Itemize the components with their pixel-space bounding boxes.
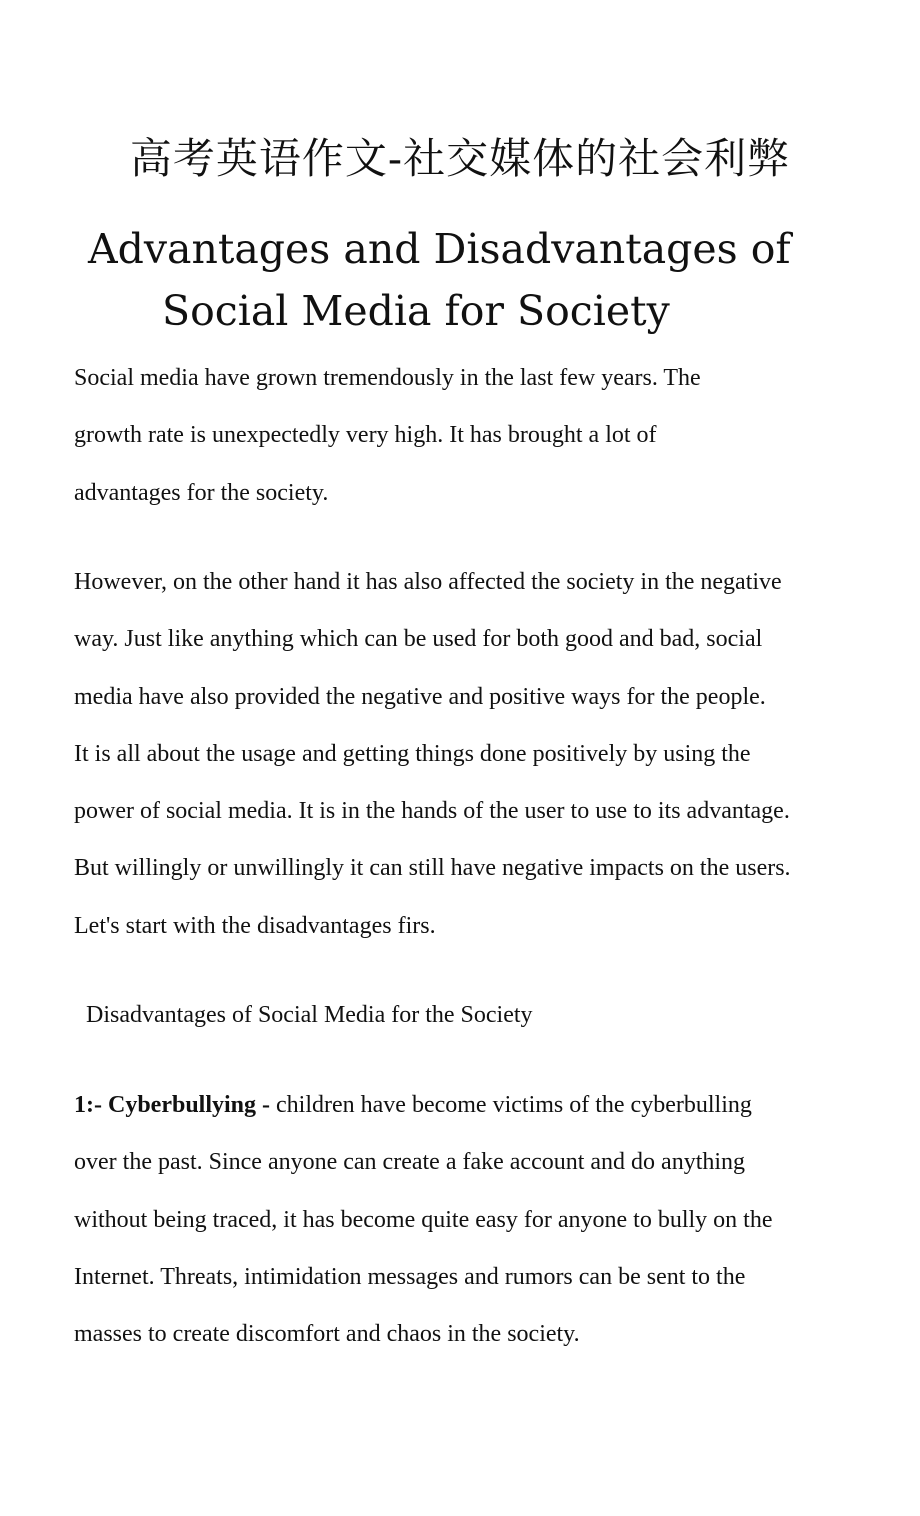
paragraph-line: media have also provided the negative and positive ways for the people.	[74, 683, 766, 710]
paragraph-line: power of social media. It is in the hands of the user to use to its advantage.	[74, 798, 790, 825]
paragraph-line: Internet. Threats, intimidation messages and rumors can be sent to the	[74, 1263, 746, 1290]
paragraph-line: over the past. Since anyone can create a fake account and do anything	[74, 1149, 746, 1176]
paragraph-line: It is all about the usage and getting things done positively by using the	[74, 740, 751, 767]
chinese-title: 高考英语作文-社交媒体的社会利弊	[129, 134, 791, 183]
paragraph-line: masses to create discomfort and chaos in the society.	[74, 1321, 580, 1348]
paragraph-line: Social media have grown tremendously in the last few years. The	[74, 365, 701, 391]
paragraph-line: advantages for the society.	[74, 479, 329, 506]
paragraph-line	[74, 1077, 772, 1134]
paragraph-line: growth rate is unexpectedly very high. It has brought a lot of	[74, 422, 657, 449]
paragraph-line: way. Just like anything which can be used for both good and bad, social	[74, 626, 763, 653]
paragraph-line: Let's start with the disadvantages firs.	[74, 912, 436, 939]
paragraph-cyberbullying	[74, 1077, 772, 1363]
english-title-line-1: Advantages and Disadvantages of	[88, 225, 791, 273]
paragraph-line: However, on the other hand it has also affected the society in the negative	[74, 569, 782, 595]
point-first-line-text: children have become victims of the cyberbulling	[270, 1092, 752, 1118]
point-label: 1:- Cyberbullying -	[74, 1092, 271, 1118]
paragraph-intro	[74, 350, 701, 522]
paragraph-line: But willingly or unwillingly it can still have negative impacts on the users.	[74, 855, 791, 882]
section-heading-disadvantages: Disadvantages of Social Media for the Society	[86, 1002, 533, 1028]
paragraph-however	[74, 554, 791, 955]
english-title-line-2: Social Media for Society	[162, 287, 670, 335]
paragraph-line: without being traced, it has become quite easy for anyone to bully on the	[74, 1206, 773, 1233]
